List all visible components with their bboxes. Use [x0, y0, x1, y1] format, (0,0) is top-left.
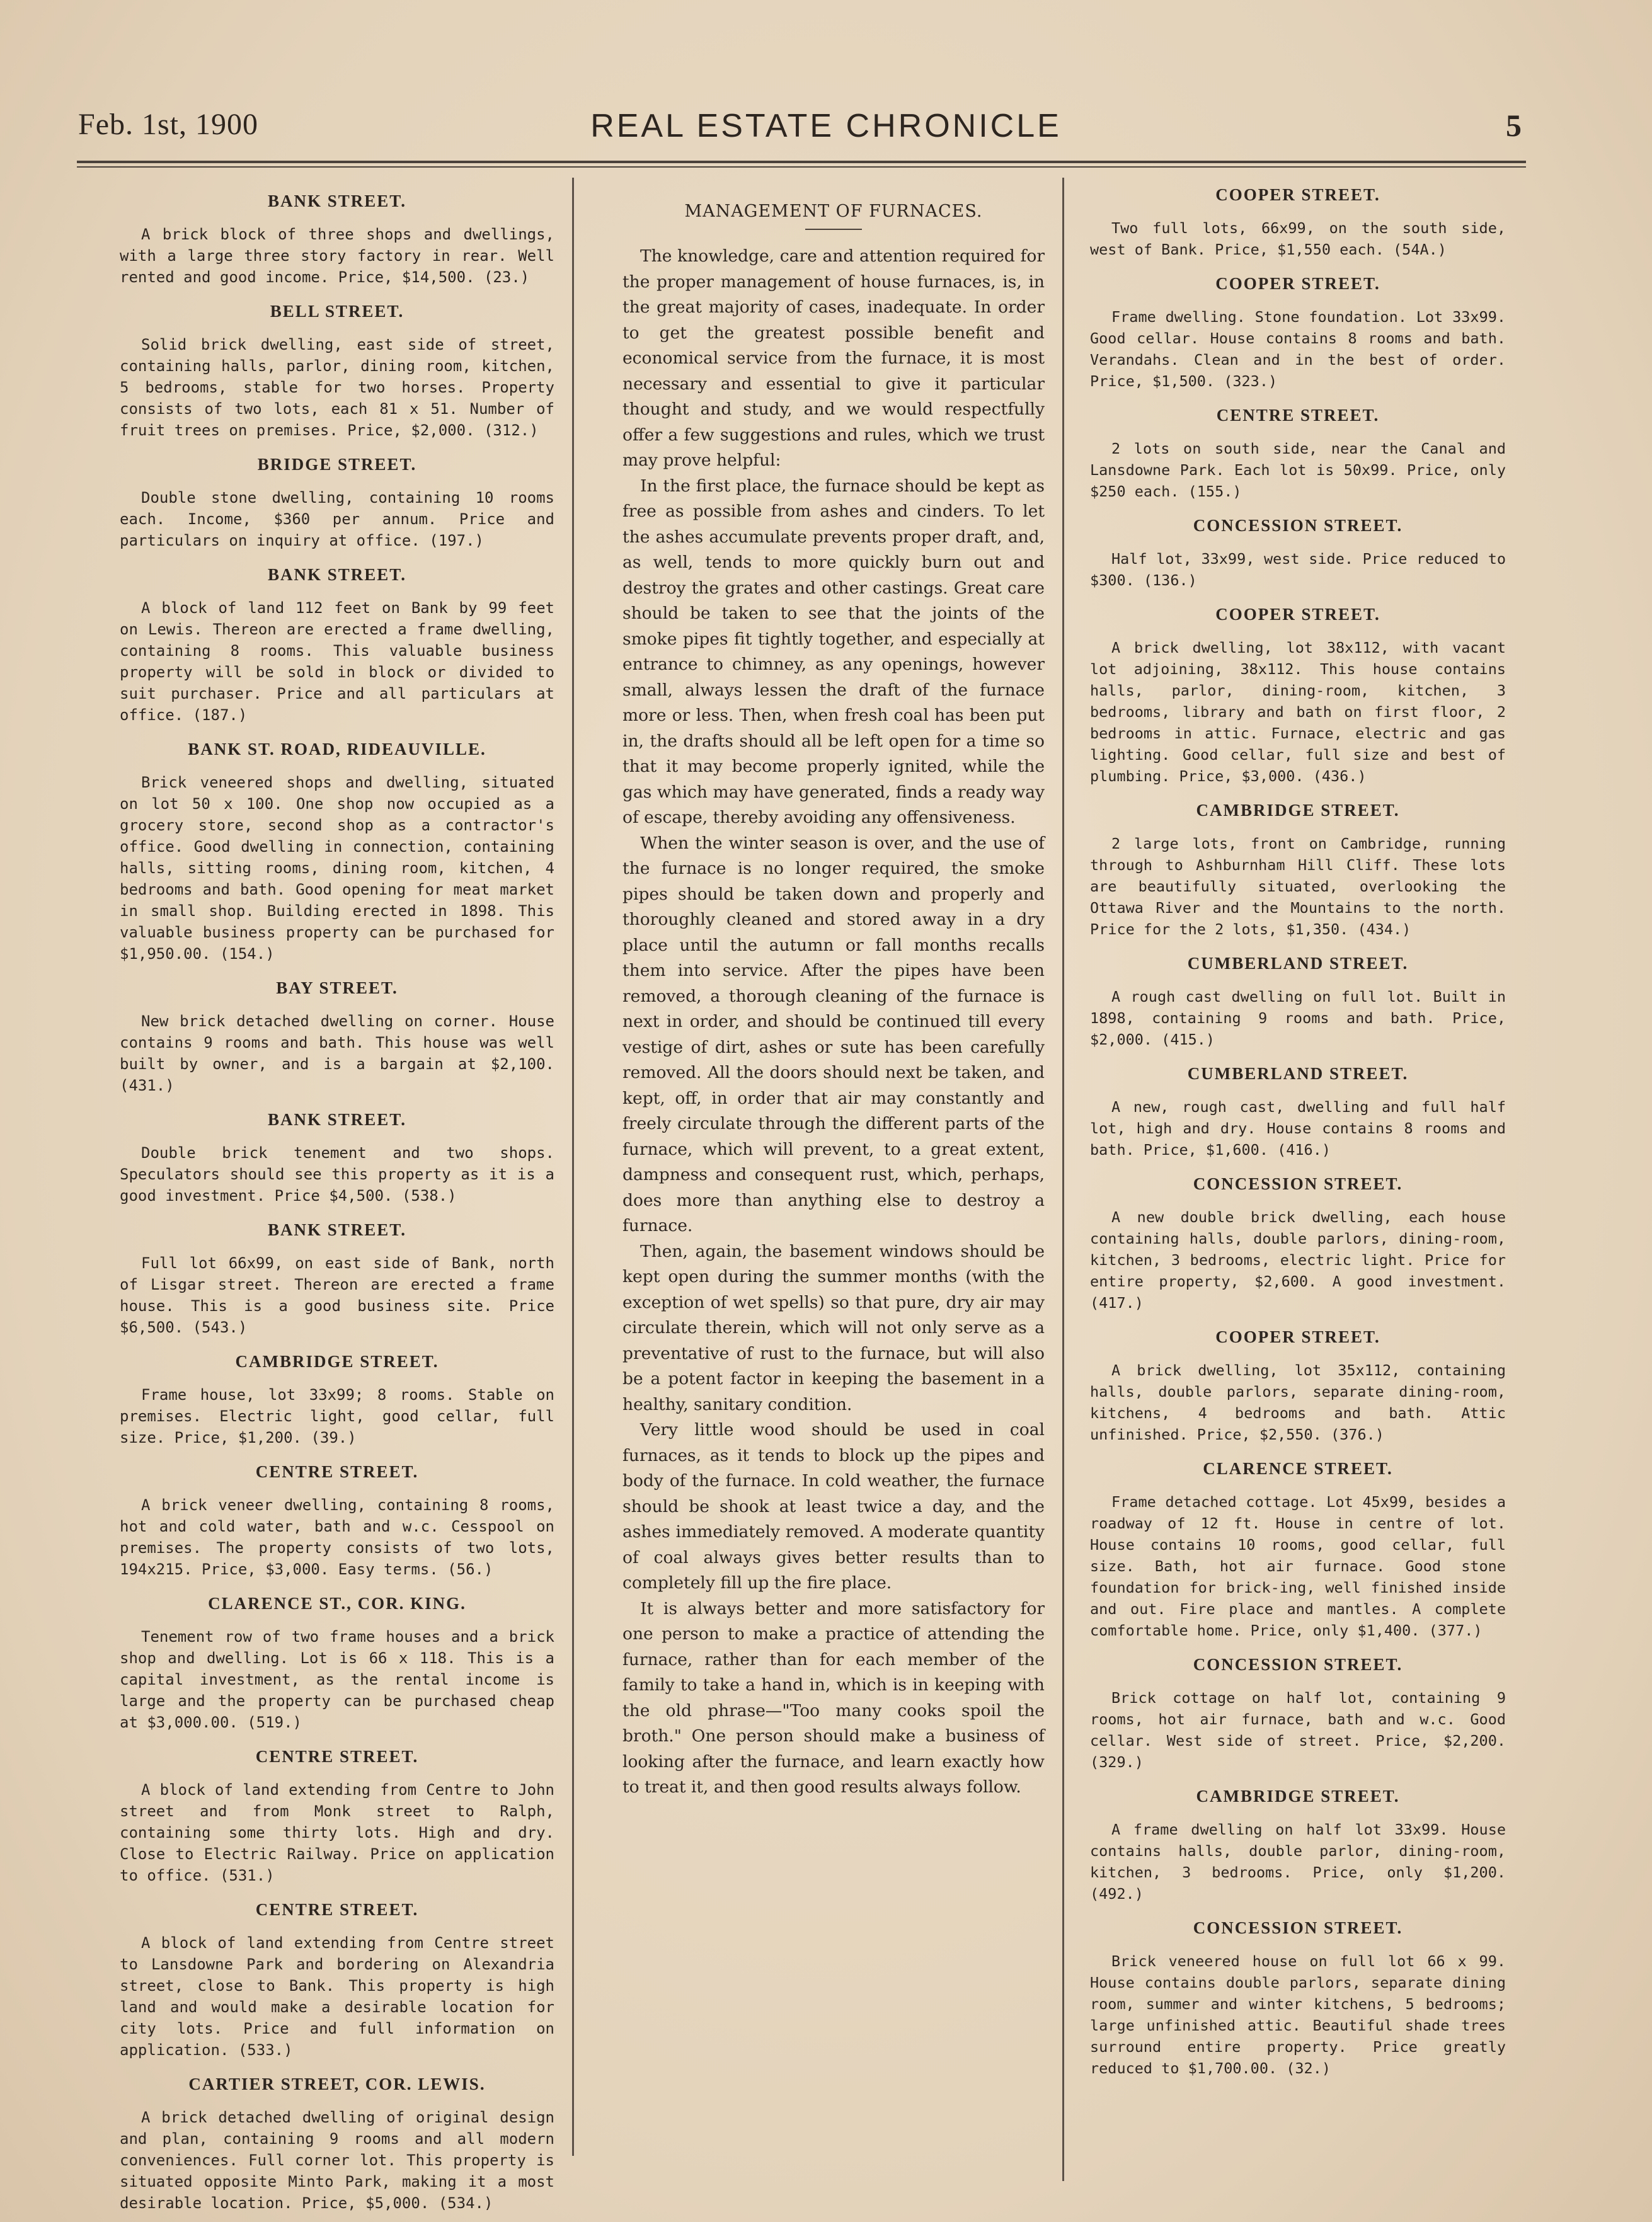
listing: [1090, 1918, 1506, 2079]
listing-text: A brick veneer dwelling, containing 8 rooms, hot and cold water, bath and w.c. Cesspool on premises. The property consists of two lots, 194x215. Price, $3,000. Easy terms. (56.): [120, 1496, 554, 1578]
listing-text: A brick block of three shops and dwellings, with a large three story factory in rear. Well rented and good income. Price, $14,500. (23.): [120, 226, 554, 286]
listing-text: A new, rough cast, dwelling and full half lot, high and dry. House contains 8 rooms and bath. Price, $1,600. (416.): [1090, 1098, 1506, 1159]
listing: [120, 1462, 554, 1580]
listing-text: Frame dwelling. Stone foundation. Lot 33x99. Good cellar. House contains 8 rooms and bath. Verandahs. Clean and in the best of order. Price, $1,500. (323.): [1090, 308, 1506, 390]
listing: [120, 1110, 554, 1206]
listing-heading: CENTRE STREET.: [1216, 406, 1380, 425]
article-paragraph: The knowledge, care and attention required for the proper management of house furnaces, is, in the great majority of cases, inadequate. In order to get the greatest possible benefit and economical service from the furnace, it is most necessary and essential to give it particular thought and study, and we would respectfully offer a few suggestions and rules, which we trust may prove helpful:: [622, 246, 1045, 470]
listing-text: 2 lots on south side, near the Canal and Lansdowne Park. Each lot is 50x99. Price, only $250 each. (155.): [1090, 440, 1506, 500]
column-divider-left: [572, 178, 574, 2156]
listing: [120, 1900, 554, 2061]
listing: [120, 1747, 554, 1886]
listing-text: Frame house, lot 33x99; 8 rooms. Stable on premises. Electric light, good cellar, full size. Price, $1,200. (39.): [120, 1386, 554, 1446]
listing-text: A frame dwelling on half lot 33x99. House contains halls, double parlor, dining-room, kitchen, 3 bedrooms. Price, only $1,200. (492.): [1090, 1821, 1506, 1903]
listing-heading: CONCESSION STREET.: [1193, 516, 1403, 535]
listing-heading: CLARENCE ST., COR. KING.: [208, 1594, 466, 1613]
listing-text: Half lot, 33x99, west side. Price reduced to $300. (136.): [1090, 550, 1506, 589]
listing-heading: CENTRE STREET.: [255, 1900, 419, 1919]
article-paragraph: Then, again, the basement windows should be kept open during the summer months (with the exception of wet spells) so that pure, dry air may circulate therein, which will not only serve as a preventative of rust to the furnace, but will also be a potent factor in keeping the basement in a healthy, sanitary condition.: [622, 1241, 1045, 1414]
listing: [1090, 1459, 1506, 1641]
listing-heading: CONCESSION STREET.: [1193, 1918, 1403, 1937]
listing-text: A brick dwelling, lot 38x112, with vacant lot adjoining, 38x112. This house contains halls, parlor, dining-room, kitchen, 3 bedrooms, library and bath on first floor, 2 bedrooms in attic. Furnace, electric and gas lighting. Good cellar, full size and best of plumbing. Price, $3,000. (436.): [1090, 639, 1506, 785]
listing-text: A new double brick dwelling, each house containing halls, double parlors, dining-room, kitchen, 3 bedrooms, electric light. Price for entire property, $2,600. A good investment. (417.): [1090, 1208, 1506, 1312]
listing-text: New brick detached dwelling on corner. House contains 9 rooms and bath. This house was well built by owner, and is a bargain at $2,100. (431.): [120, 1012, 554, 1094]
listing: [120, 565, 554, 726]
title-rule: [805, 229, 862, 230]
listing: [1090, 605, 1506, 787]
listing: [120, 978, 554, 1096]
listing: [120, 2075, 554, 2214]
listing-heading: BAY STREET.: [276, 978, 398, 997]
listing-heading: CENTRE STREET.: [255, 1462, 419, 1481]
listing-text: A brick detached dwelling of original design and plan, containing 9 rooms and all modern conveniences. Full corner lot. This property is situated opposite Minto Park, making it a most desirable location. Price, $5,000. (534.): [120, 2109, 554, 2212]
listing-heading: COOPER STREET.: [1215, 274, 1380, 293]
listing: [1090, 406, 1506, 502]
listing-heading: COOPER STREET.: [1215, 605, 1380, 624]
listing-text: Solid brick dwelling, east side of street, containing halls, parlor, dining room, kitchen, 5 bedrooms, stable for two horses. Property consists of two lots, each 81 x 51. Number of fruit trees on premises. Price, $2,000. (312.): [120, 336, 554, 439]
article-title: MANAGEMENT OF FURNACES.: [684, 202, 983, 221]
listing: [1090, 801, 1506, 940]
listing-heading: BANK STREET.: [267, 565, 407, 584]
listing: [120, 455, 554, 551]
article-paragraph: It is always better and more satisfactory for one person to make a practice of attending the furnace, rather than for each member of the family to take a hand in, which is in keeping with the old phrase—"Too many cooks spoil the broth." One person should make a business of looking after the furnace, and learn exactly how to treat it, and then good results always follow.: [622, 1598, 1045, 1797]
listing-heading: BANK STREET.: [267, 1110, 407, 1129]
listing-heading: CAMBRIDGE STREET.: [1196, 801, 1400, 820]
article-paragraph: When the winter season is over, and the use of the furnace is no longer required, the smoke pipes should be taken down and properly and thoroughly cleaned and stored away in a dry place until the autumn or fall months recalls them into service. After the pipes have been removed, a thorough cleaning of the furnace is next in order, and should be continued till every vestige of dirt, ashes or sute has been carefully removed. All the doors should next be taken, and kept, off, in order that air may constantly and freely circulate through the different parts of the furnace, which will prevent, to a great extent, dampness and consequent rust, which, perhaps, does more than anything else to destroy a furnace.: [622, 833, 1045, 1235]
listing-heading: CAMBRIDGE STREET.: [235, 1352, 439, 1371]
listing-text: Brick cottage on half lot, containing 9 rooms, hot air furnace, bath and w.c. Good cellar. West side of street. Price, $2,200. (329.): [1090, 1689, 1506, 1771]
listing: [1090, 954, 1506, 1050]
listing: [1090, 1064, 1506, 1160]
listing-heading: BANK ST. ROAD, RIDEAUVILLE.: [188, 740, 486, 759]
listing-text: A rough cast dwelling on full lot. Built in 1898, containing 9 rooms and bath. Price, $2,000. (415.): [1090, 988, 1506, 1048]
listing: [120, 740, 554, 965]
article-column: [622, 189, 1045, 2205]
listing-heading: CARTIER STREET, COR. LEWIS.: [188, 2075, 486, 2093]
header-rule: [77, 161, 1526, 163]
listing-heading: COOPER STREET.: [1215, 1327, 1380, 1346]
listing-text: Brick veneered shops and dwelling, situated on lot 50 x 100. One shop now occupied as a grocery store, second shop as a contractor's office. Good dwelling in connection, containing halls, sitting rooms, dining room, kitchen, 4 bedrooms and bath. Good opening for meat market in small shop. Building erected in 1898. This valuable business property can be purchased for $1,950.00. (154.): [120, 774, 554, 963]
listing-text: Double brick tenement and two shops. Speculators should see this property as it is a good investment. Price $4,500. (538.): [120, 1144, 554, 1205]
listing: [120, 1594, 554, 1733]
listings-column-right: [1090, 183, 1506, 2199]
column-divider-right: [1062, 178, 1064, 2181]
listing: [1090, 1327, 1506, 1445]
listing-heading: COOPER STREET.: [1215, 185, 1380, 204]
header-rule-thin: [77, 166, 1526, 168]
listing-text: Frame detached cottage. Lot 45x99, besides a roadway of 12 ft. House in centre of lot. House contains 10 rooms, good cellar, full size. Bath, hot air furnace. Good stone foundation for brick-ing, well finished inside and out. Fire place and mantles. A complete comfortable home. Price, only $1,400. (377.): [1090, 1493, 1506, 1639]
listing-heading: CLARENCE STREET.: [1203, 1459, 1393, 1478]
listing-text: A block of land extending from Centre street to Lansdowne Park and bordering on Alexandria street, close to Bank. This property is high land and would make a desirable location for city lots. Price and full information on application. (533.): [120, 1934, 554, 2059]
listing-text: Brick veneered house on full lot 66 x 99. House contains double parlors, separate dining room, summer and winter kitchens, 5 bedrooms; large unfinished attic. Beautiful shade trees surround entire property. Price greatly reduced to $1,700.00. (32.): [1090, 1952, 1506, 2077]
listing-heading: CUMBERLAND STREET.: [1187, 1064, 1409, 1083]
publication-title: REAL ESTATE CHRONICLE: [590, 108, 1062, 144]
listing-heading: BELL STREET.: [270, 302, 404, 321]
listing-heading: BANK STREET.: [267, 1220, 407, 1239]
listings-column-left: [120, 189, 554, 2212]
article-paragraph: Very little wood should be used in coal furnaces, as it tends to block up the pipes and body of the furnace. In cold weather, the furnace should be shook at least twice a day, and the ashes immediately removed. A moderate quantity of coal always gives better results than to completely fill up the fire place.: [622, 1420, 1045, 1593]
listing: [1090, 516, 1506, 591]
article-paragraph: In the first place, the furnace should be kept as free as possible from ashes and cinders. To let the ashes accumulate prevents proper draft, and, as well, tends to more quickly burn out and destroy the grates and other castings. Great care should be taken to see that the joints of the smoke pipes fit tightly together, and especially at entrance to chimney, as any openings, however small, always lessen the draft of the furnace more or less. Then, when fresh coal has been put in, the drafts should all be left open for a time so that it may become properly ignited, while the gas which may have generated, finds a ready way of escape, thereby avoiding any offensiveness.: [622, 476, 1045, 827]
listing: [1090, 1174, 1506, 1314]
listing-heading: CONCESSION STREET.: [1193, 1655, 1403, 1674]
listing: [1090, 1787, 1506, 1904]
page-number: 5: [1506, 108, 1522, 143]
listing: [120, 302, 554, 441]
listing: [1090, 274, 1506, 392]
listing-text: Double stone dwelling, containing 10 rooms each. Income, $360 per annum. Price and particulars on inquiry at office. (197.): [120, 489, 554, 549]
issue-date: Feb. 1st, 1900: [78, 108, 259, 141]
listing-heading: CONCESSION STREET.: [1193, 1174, 1403, 1193]
listing: [1090, 1655, 1506, 1773]
listing-heading: CENTRE STREET.: [255, 1747, 419, 1766]
listing-text: 2 large lots, front on Cambridge, running through to Ashburnham Hill Cliff. These lots are beautifully situated, overlooking the Ottawa River and the Mountains to the north. Price for the 2 lots, $1,350. (434.): [1090, 835, 1506, 938]
listing: [1090, 185, 1506, 260]
listing-text: Tenement row of two frame houses and a brick shop and dwelling. Lot is 66 x 118. This is a capital investment, as the rental income is large and the property can be purchased cheap at $3,000.00. (519.): [120, 1628, 554, 1731]
listing-text: A brick dwelling, lot 35x112, containing halls, double parlors, separate dining-room, kitchens, 4 bedrooms and bath. Attic unfinished. Price, $2,550. (376.): [1090, 1361, 1506, 1443]
listing-text: Two full lots, 66x99, on the south side, west of Bank. Price, $1,550 each. (54A.): [1090, 219, 1506, 258]
listing: [120, 1352, 554, 1448]
listing-heading: BRIDGE STREET.: [257, 455, 417, 474]
listing-heading: CAMBRIDGE STREET.: [1196, 1787, 1400, 1806]
listing: [120, 192, 554, 288]
listing-text: A block of land extending from Centre to John street and from Monk street to Ralph, containing some thirty lots. High and dry. Close to Electric Railway. Price on application to office. (531.): [120, 1781, 554, 1884]
listing-text: Full lot 66x99, on east side of Bank, north of Lisgar street. Thereon are erected a frame house. This is a good business site. Price $6,500. (543.): [120, 1254, 554, 1336]
listing-text: A block of land 112 feet on Bank by 99 feet on Lewis. Thereon are erected a frame dwelling, containing 8 rooms. This valuable business property will be sold in block or divided to suit purchaser. Price and all particulars at office. (187.): [120, 599, 554, 724]
listing: [120, 1220, 554, 1338]
listing-heading: BANK STREET.: [267, 192, 407, 210]
listing-heading: CUMBERLAND STREET.: [1187, 954, 1409, 973]
